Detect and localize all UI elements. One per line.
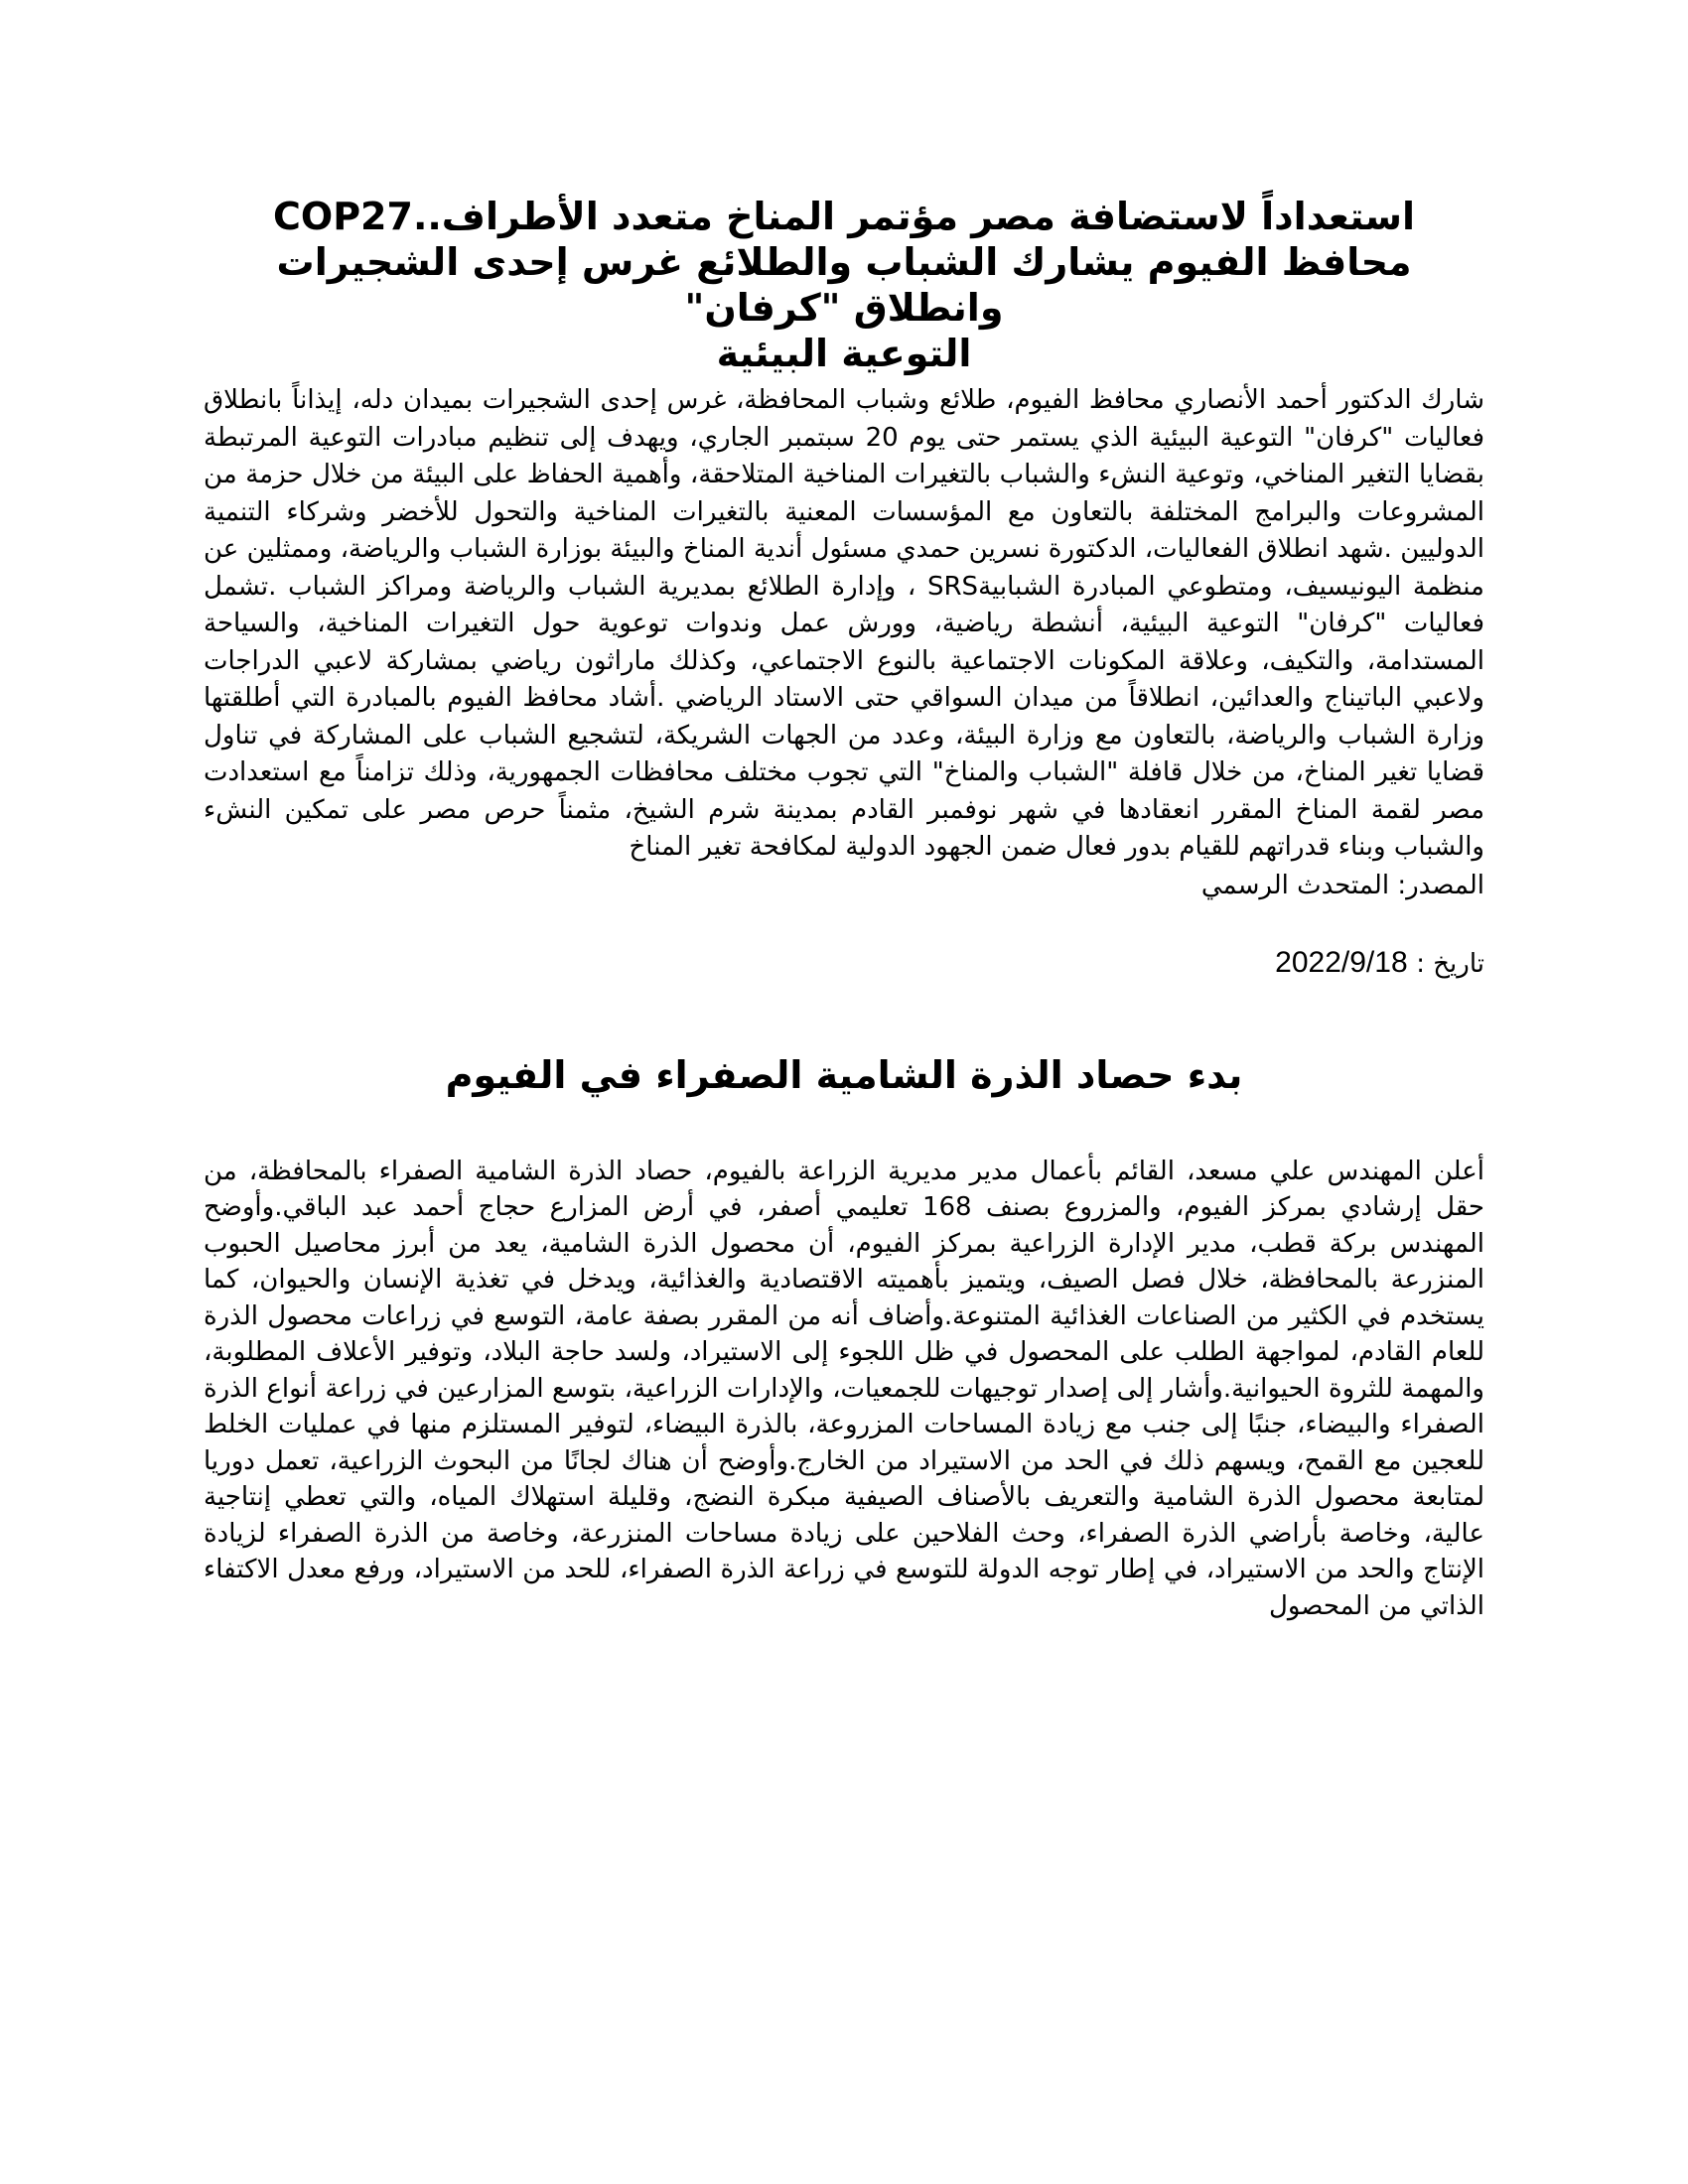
headline-line-1: استعداداً لاستضافة مصر مؤتمر المناخ متعدد الأطراف..COP27 bbox=[273, 195, 1415, 238]
headline-line-2: محافظ الفيوم يشارك الشباب والطلائع غرس إحدى الشجيرات وانطلاق "كرفان" bbox=[276, 240, 1412, 330]
article-2-title: بدء حصاد الذرة الشامية الصفراء في الفيوم bbox=[445, 1052, 1243, 1097]
headline-line-3: التوعية البيئية bbox=[716, 332, 972, 375]
article-1-headline bbox=[204, 194, 1484, 376]
article-1-source: المصدر: المتحدث الرسمي bbox=[1200, 870, 1484, 900]
date-value: 2022/9/18 bbox=[1275, 945, 1408, 979]
date-label: تاريخ : bbox=[1416, 948, 1484, 979]
document-page bbox=[204, 194, 1484, 1624]
article-1-body: شارك الدكتور أحمد الأنصاري محافظ الفيوم، طلائع وشباب المحافظة، غرس إحدى الشجيرات بميدان دله، إيذاناً بانطلاق فعاليات "كرفان" التوعية البيئية الذي يستمر حتى يوم 20 سبتمبر الجاري، ويهدف إلى تنظيم مبادرات التوعية المرتبطة بقضايا التغير المناخي، وتوعية النشء والشباب بالتغيرات المناخية المتلاحقة، وأهمية الحفاظ على البيئة من خلال حزمة من المشروعات والبرامج المختلفة بالتعاون مع المؤسسات المعنية بالتغيرات المناخية والتحول للأخضر وشركاء التنمية الدوليين .شهد انطلاق الفعاليات، الدكتورة نسرين حمدي مسئول أندية المناخ والبيئة بوزارة الشباب والرياضة، وممثلين عن منظمة اليونيسيف، ومتطوعي المبادرة الشبابيةSRS ، وإدارة الطلائع بمديرية الشباب والرياضة ومراكز الشباب .تشمل فعاليات "كرفان" التوعية البيئية، أنشطة رياضية، وورش عمل وندوات توعوية حول التغيرات المناخية، والسياحة المستدامة، والتكيف، وعلاقة المكونات الاجتماعية بالنوع الاجتماعي، وكذلك ماراثون رياضي بمشاركة لاعبي الدراجات ولاعبي الباتيناج والعدائين، انطلاقاً من ميدان السواقي حتى الاستاد الرياضي .أشاد محافظ الفيوم بالمبادرة التي أطلقتها وزارة الشباب والرياضة، بالتعاون مع وزارة البيئة، وعدد من الجهات الشريكة، لتشجيع الشباب على المشاركة في تناول قضايا تغير المناخ، من خلال قافلة "الشباب والمناخ" التي تجوب مختلف محافظات الجمهورية، وذلك تزامناً مع استعدادت مصر لقمة المناخ المقرر انعقادها في شهر نوفمبر القادم بمدينة شرم الشيخ، مثمناً حرص مصر على تمكين النشء والشباب وبناء قدراتهم للقيام بدور فعال ضمن الجهود الدولية لمكافحة تغير المناخ bbox=[204, 385, 1485, 862]
article-1 bbox=[204, 194, 1484, 983]
article-2 bbox=[204, 1052, 1484, 1625]
article-2-body: أعلن المهندس علي مسعد، القائم بأعمال مدير مديرية الزراعة بالفيوم، حصاد الذرة الشامية الصفراء بالمحافظة، من حقل إرشادي بمركز الفيوم، والمزروع بصنف 168 تعليمي أصفر، في أرض المزارع حجاج أحمد عبد الباقي.وأوضح المهندس بركة قطب، مدير الإدارة الزراعية بمركز الفيوم، أن محصول الذرة الشامية، يعد من أبرز محاصيل الحبوب المنزرعة بالمحافظة، خلال فصل الصيف، ويتميز بأهميته الاقتصادية والغذائية، ويدخل في تغذية الإنسان والحيوان، كما يستخدم في الكثير من الصناعات الغذائية المتنوعة.وأضاف أنه من المقرر بصفة عامة، التوسع في زراعات محصول الذرة للعام القادم، لمواجهة الطلب على المحصول في ظل اللجوء إلى الاستيراد، ولسد حاجة البلاد، وتوفير الأعلاف المطلوبة، والمهمة للثروة الحيوانية.وأشار إلى إصدار توجيهات للجمعيات، والإدارات الزراعية، بتوسع المزارعين في زراعة أنواع الذرة الصفراء والبيضاء، جنبًا إلى جنب مع زيادة المساحات المزروعة، بالذرة البيضاء، لتوفير المستلزم منها في عمليات الخلط للعجين مع القمح، ويسهم ذلك في الحد من الاستيراد من الخارج.وأوضح أن هناك لجانًا من البحوث الزراعية، تعمل دوريا لمتابعة محصول الذرة الشامية والتعريف بالأصناف الصيفية مبكرة النضج، وقليلة استهلاك المياه، والتي تعطي إنتاجية عالية، وخاصة بأراضي الذرة الصفراء، وحث الفلاحين على زيادة مساحات المنزرعة، وخاصة من الذرة الصفراء لزيادة الإنتاج والحد من الاستيراد، في إطار توجه الدولة للتوسع في زراعة الذرة الصفراء، للحد من الاستيراد، ورفع معدل الاكتفاء الذاتي من المحصول bbox=[204, 1156, 1484, 1621]
article-1-date bbox=[204, 944, 1484, 983]
